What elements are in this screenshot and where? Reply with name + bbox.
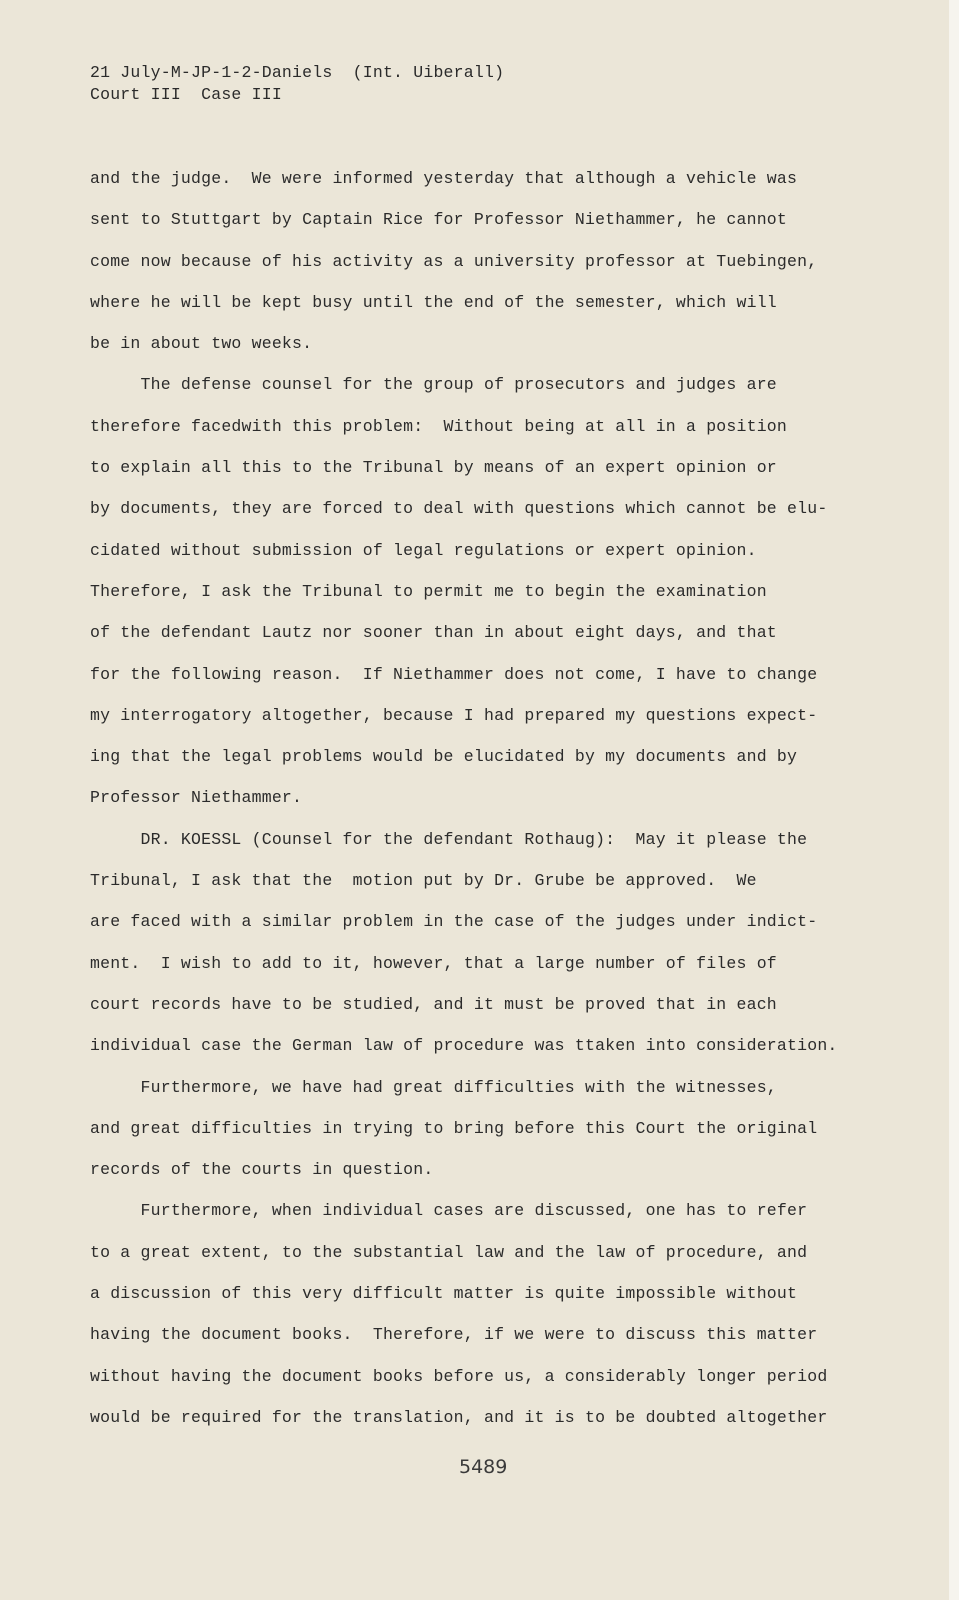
page-number: 5489 <box>459 1456 508 1478</box>
text-line: and great difficulties in trying to bring before this Court the original <box>90 1118 818 1138</box>
text-line: my interrogatory altogether, because I had prepared my questions expect- <box>90 705 818 725</box>
text-line: having the document books. Therefore, if we were to discuss this matter <box>90 1325 818 1345</box>
text-line: Professor Niethammer. <box>90 788 303 808</box>
page-header <box>90 62 504 106</box>
text-line: without having the document books before us, a considerably longer period <box>90 1366 828 1386</box>
text-line: of the defendant Lautz nor sooner than in about eight days, and that <box>90 623 777 643</box>
text-line: would be required for the translation, and it is to be doubted altogether <box>90 1407 828 1427</box>
text-line: records of the courts in question. <box>90 1160 434 1180</box>
text-line: ment. I wish to add to it, however, that a large number of files of <box>90 953 777 973</box>
text-line: to a great extent, to the substantial law and the law of procedure, and <box>90 1242 808 1262</box>
text-line: The defense counsel for the group of prosecutors and judges are <box>90 375 777 395</box>
text-line: come now because of his activity as a university professor at Tuebingen, <box>90 251 818 271</box>
text-line: Furthermore, we have had great difficulties with the witnesses, <box>90 1077 777 1097</box>
text-line: for the following reason. If Niethammer does not come, I have to change <box>90 664 818 684</box>
text-line: to explain all this to the Tribunal by means of an expert opinion or <box>90 458 777 478</box>
text-line: Tribunal, I ask that the motion put by Dr. Grube be approved. We <box>90 871 757 891</box>
text-line: Therefore, I ask the Tribunal to permit me to begin the examination <box>90 581 767 601</box>
text-line: sent to Stuttgart by Captain Rice for Professor Niethammer, he cannot <box>90 210 788 230</box>
text-line: DR. KOESSL (Counsel for the defendant Rothaug): May it please the <box>90 829 808 849</box>
text-line: be in about two weeks. <box>90 334 313 354</box>
text-line: cidated without submission of legal regulations or expert opinion. <box>90 540 757 560</box>
header-line-2: Court III Case III <box>90 85 282 104</box>
header-line-1: 21 July-M-JP-1-2-Daniels (Int. Uiberall) <box>90 63 505 82</box>
text-line: by documents, they are forced to deal with questions which cannot be elu- <box>90 499 828 519</box>
text-line: individual case the German law of procedure was ttaken into consideration. <box>90 1036 838 1056</box>
text-line: therefore facedwith this problem: Without being at all in a position <box>90 416 788 436</box>
text-line: ing that the legal problems would be elucidated by my documents and by <box>90 747 798 767</box>
text-line: Furthermore, when individual cases are discussed, one has to refer <box>90 1201 808 1221</box>
transcript-body <box>90 158 838 1438</box>
text-line: a discussion of this very difficult matter is quite impossible without <box>90 1284 798 1304</box>
text-line: court records have to be studied, and it must be proved that in each <box>90 994 777 1014</box>
text-line: where he will be kept busy until the end of the semester, which will <box>90 292 777 312</box>
text-line: are faced with a similar problem in the case of the judges under indict- <box>90 912 818 932</box>
text-line: and the judge. We were informed yesterday that although a vehicle was <box>90 169 798 188</box>
